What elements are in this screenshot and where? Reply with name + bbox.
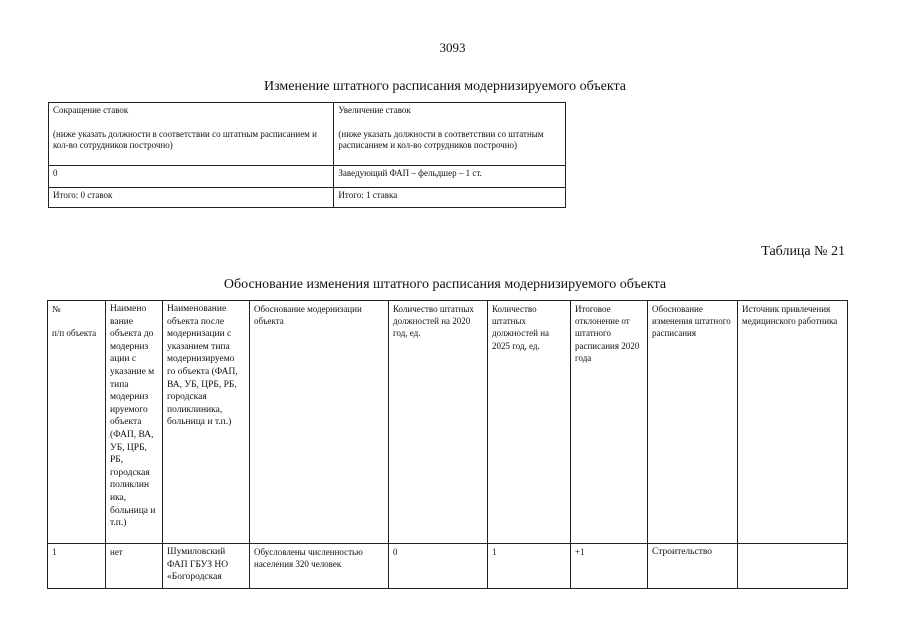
increase-header-cell xyxy=(334,103,566,166)
staff-change-table xyxy=(48,102,566,208)
reduction-value: 0 xyxy=(49,166,334,188)
increase-total: Итого: 1 ставка xyxy=(334,188,566,208)
table-row xyxy=(48,544,848,589)
cell-object-before: нет xyxy=(106,544,163,589)
cell-change-reason: Строительство xyxy=(648,544,738,589)
header-cell-number: № п/п объекта xyxy=(48,301,106,544)
page-number: 3093 xyxy=(439,40,466,55)
cell-staff-2025: 1 xyxy=(488,544,571,589)
cell-source xyxy=(738,544,848,589)
cell-object-after: Шумиловский ФАП ГБУЗ НО «Богородская xyxy=(163,544,250,589)
table-row xyxy=(49,188,566,208)
section1-title: Изменение штатного расписания модернизируемого объекта xyxy=(263,79,627,94)
header-cell-object-after: Наименование объекта после модернизации с указанием типа модернизируемо го объекта (ФАП, ВА, УБ, ЦРБ, РБ, городская поликлиника, больница и т.п.) xyxy=(163,301,250,544)
table-row xyxy=(49,166,566,188)
table-number: Таблица № 21 xyxy=(761,244,845,259)
justification-table xyxy=(47,300,848,589)
cell-deviation: +1 xyxy=(571,544,648,589)
reduction-note: (ниже указать должности в соответствии со штатным расписанием и кол-во сотрудников построчно) xyxy=(53,128,317,150)
header-cell-deviation: Итоговое отклонение от штатного расписания 2020 года xyxy=(571,301,648,544)
reduction-total: Итого: 0 ставок xyxy=(49,188,334,208)
reduction-header: Сокращение ставок xyxy=(53,105,129,115)
header-cell-object-before: Наимено вание объекта до модерниз ации с указание м типа модерниз ируемого объекта (ФАП, ВА, УБ, ЦРБ, РБ, городская поликлин ика, больница и т.п.) xyxy=(106,301,163,544)
section2-title: Обоснование изменения штатного расписания модернизируемого объекта xyxy=(223,277,667,292)
increase-note: (ниже указать должности в соответствии со штатным расписанием и кол-во сотрудников построчно) xyxy=(338,128,544,150)
increase-value: Заведующий ФАП – фельдшер – 1 ст. xyxy=(334,166,566,188)
header-cell-staff-2020: Количество штатных должностей на 2020 год, ед. xyxy=(389,301,488,544)
table-row xyxy=(49,103,566,166)
header-cell-staff-2025: Количество штатных должностей на 2025 год, ед. xyxy=(488,301,571,544)
cell-staff-2020: 0 xyxy=(389,544,488,589)
header-cell-justification: Обоснование модернизации объекта xyxy=(250,301,389,544)
header-cell-source: Источник привлечения медицинского работника xyxy=(738,301,848,544)
reduction-header-cell xyxy=(49,103,334,166)
header-row xyxy=(48,301,848,544)
header-cell-change-reason: Обоснование изменения штатного расписания xyxy=(648,301,738,544)
cell-justification: Обусловлены численностью населения 320 человек xyxy=(250,544,389,589)
increase-header: Увеличение ставок xyxy=(338,105,411,115)
cell-number: 1 xyxy=(48,544,106,589)
